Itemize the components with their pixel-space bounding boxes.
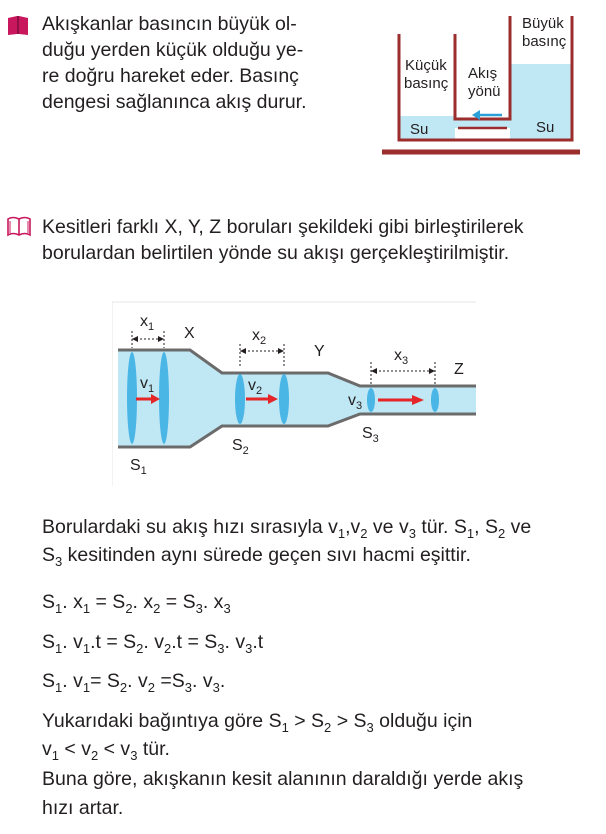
flow-direction-label: yönü [468,83,501,100]
intro-line: duğu yerden küçük olduğu ye- [42,39,304,61]
conclusion-line-1: Yukarıdaki bağıntıya göre $S_1 > S_2 > S_3$ olduğu için [42,710,473,735]
small-pressure-label: Küçük [405,57,447,74]
label-v1: $v_1$ [140,375,155,395]
conclusion-line-3: Buna göre, akışkanın kesit alanının daraldığı yerde akış [42,768,524,790]
intro-line: dengesi sağlanınca akış durur. [42,91,307,113]
label-S3: $S_3$ [362,425,379,445]
label-v2: $v_2$ [248,377,263,397]
big-pressure-label: Büyük [522,15,564,32]
label-Z: Z [454,361,464,378]
equation-1: $S_1$. $x_1 = S_2$. $x_2 = S_3$. $x_3$ [42,591,231,616]
label-S1: $S_1$ [130,457,147,477]
bookmark-icon [6,14,30,36]
label-S2: $S_2$ [232,437,249,457]
water-label-right: Su [536,119,555,136]
cross-section-S3-a [367,388,375,412]
cross-section-S2-b [279,374,289,424]
book-icon [6,215,32,237]
conclusion-line-2: $v_1 < v_2 < v_3$ tür. [42,738,170,763]
label-v3: $v_3$ [348,392,363,412]
section-line: Kesitleri farklı X, Y, Z boruları şekildeki gibi birleştirilerek [42,216,524,238]
flow-direction-label: Akış [468,65,498,82]
pipe-water [118,350,476,447]
pressure-vessels-diagram [380,6,580,156]
water-label-left: Su [410,121,429,138]
section-paragraph [42,214,524,266]
cross-section-S1-a [127,352,137,444]
label-Y: Y [314,343,325,360]
label-x1: $x_1$ [140,313,155,333]
cross-section-S3-b [431,388,439,412]
equation-3: $S_1$. $v_1= S_2$. $v_2 =S_3$. $v_3$. [42,670,226,695]
intro-paragraph [42,11,307,115]
cross-section-S1-b [159,352,169,444]
intro-line: re doğru hareket eder. Basınç [42,65,299,87]
conclusion-line-4: hızı artar. [42,797,124,819]
section-line: borulardan belirtilen yönde su akışı gerçekleştirilmiştir. [42,242,510,264]
label-x2: $x_2$ [252,327,267,347]
body-line-1: Borulardaki su akış hızı sırasıyla $v_1,v_2$ ve $v_3$ tür. $S_1$, $S_2$ ve [42,516,532,541]
intro-line: Akışkanlar basıncın büyük ol- [42,13,297,35]
cross-section-S2-a [235,374,245,424]
equation-2: $S_1$. $v_1.t = S_2$. $v_2.t = S_3$. $v_3.t$ [42,631,264,656]
label-X: X [184,325,195,342]
big-pressure-label: basınç [522,33,567,50]
dimension-x2 [240,344,284,368]
body-line-2: $S_3$ kesitinden aynı sürede geçen sıvı hacmi eşittir. [42,544,471,569]
label-x3: $x_3$ [394,347,409,367]
small-pressure-label: basınç [404,75,449,92]
pipe-diagram [112,298,482,488]
